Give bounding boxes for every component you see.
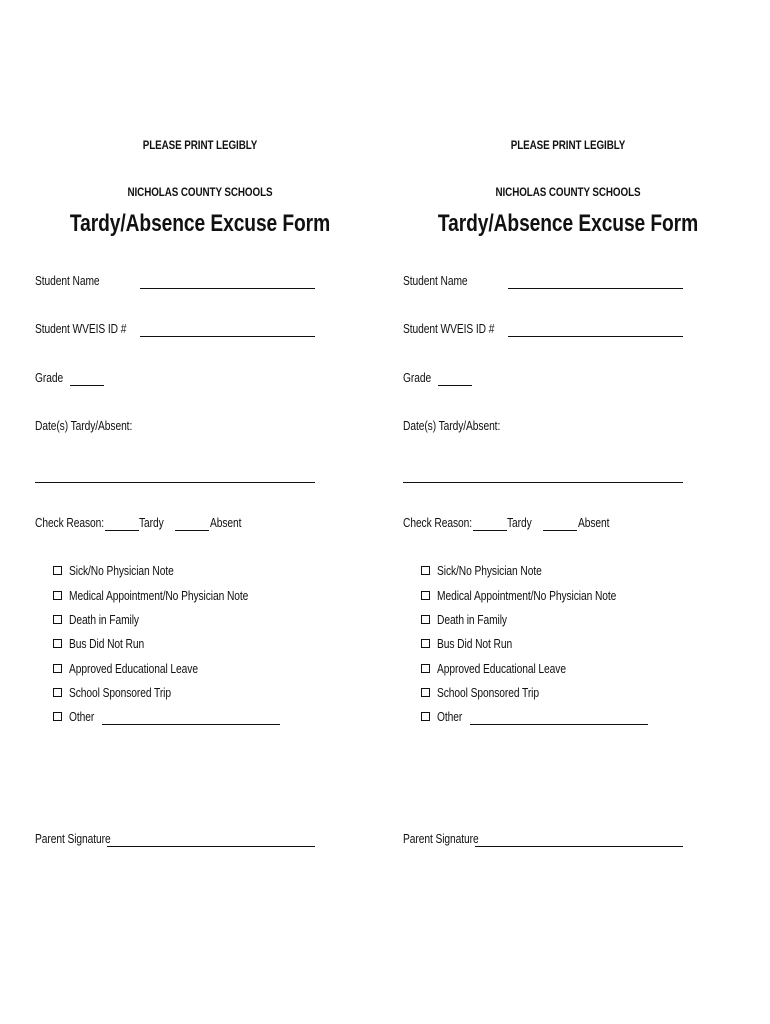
- checkbox-medical[interactable]: [421, 591, 430, 600]
- checkbox-death[interactable]: [53, 615, 62, 624]
- excuse-form-left: [35, 0, 331, 1024]
- reason-sick: Sick/No Physician Note: [437, 564, 542, 578]
- absent-blank[interactable]: [175, 530, 209, 531]
- parent-signature-field[interactable]: [475, 846, 683, 847]
- tardy-label: Tardy: [507, 516, 532, 530]
- checkbox-death[interactable]: [421, 615, 430, 624]
- tardy-blank[interactable]: [105, 530, 139, 531]
- reason-educational-leave: Approved Educational Leave: [69, 662, 198, 676]
- reason-educational-leave: Approved Educational Leave: [437, 662, 566, 676]
- checkbox-school-trip[interactable]: [53, 688, 62, 697]
- tardy-blank[interactable]: [473, 530, 507, 531]
- reason-bus: Bus Did Not Run: [69, 637, 145, 651]
- checkbox-sick[interactable]: [421, 566, 430, 575]
- grade-field[interactable]: [70, 385, 104, 386]
- grade-field[interactable]: [438, 385, 472, 386]
- checkbox-educational-leave[interactable]: [53, 664, 62, 673]
- grade-label: Grade: [35, 371, 64, 385]
- reason-medical: Medical Appointment/No Physician Note: [69, 589, 249, 603]
- parent-signature-label: Parent Signature: [403, 832, 479, 846]
- form-title: Tardy/Absence Excuse Form: [437, 210, 699, 237]
- check-reason-label: Check Reason:: [403, 516, 473, 530]
- checkbox-sick[interactable]: [53, 566, 62, 575]
- student-id-field[interactable]: [140, 336, 315, 337]
- reason-medical: Medical Appointment/No Physician Note: [437, 589, 617, 603]
- absent-label: Absent: [578, 516, 610, 530]
- student-name-field[interactable]: [140, 288, 315, 289]
- reason-other: Other: [437, 710, 463, 724]
- checkbox-bus[interactable]: [421, 639, 430, 648]
- dates-label: Date(s) Tardy/Absent:: [403, 419, 501, 433]
- student-name-label: Student Name: [403, 274, 468, 288]
- checkbox-bus[interactable]: [53, 639, 62, 648]
- student-name-label: Student Name: [35, 274, 100, 288]
- reason-bus: Bus Did Not Run: [437, 637, 513, 651]
- print-legibly-header: PLEASE PRINT LEGIBLY: [142, 138, 258, 152]
- tardy-label: Tardy: [139, 516, 164, 530]
- check-reason-label: Check Reason:: [35, 516, 105, 530]
- absent-blank[interactable]: [543, 530, 577, 531]
- parent-signature-field[interactable]: [107, 846, 315, 847]
- student-id-field[interactable]: [508, 336, 683, 337]
- reason-death: Death in Family: [437, 613, 507, 627]
- dates-field[interactable]: [35, 482, 315, 483]
- school-name: NICHOLAS COUNTY SCHOOLS: [127, 185, 273, 199]
- checkbox-school-trip[interactable]: [421, 688, 430, 697]
- other-field[interactable]: [470, 724, 648, 725]
- reason-school-trip: School Sponsored Trip: [437, 686, 539, 700]
- checkbox-other[interactable]: [421, 712, 430, 721]
- reason-other: Other: [69, 710, 95, 724]
- checkbox-other[interactable]: [53, 712, 62, 721]
- dates-label: Date(s) Tardy/Absent:: [35, 419, 133, 433]
- absent-label: Absent: [210, 516, 242, 530]
- school-name: NICHOLAS COUNTY SCHOOLS: [495, 185, 641, 199]
- checkbox-medical[interactable]: [53, 591, 62, 600]
- form-title: Tardy/Absence Excuse Form: [69, 210, 331, 237]
- excuse-form-right: [403, 0, 699, 1024]
- checkbox-educational-leave[interactable]: [421, 664, 430, 673]
- student-id-label: Student WVEIS ID #: [35, 322, 127, 336]
- dates-field[interactable]: [403, 482, 683, 483]
- reason-death: Death in Family: [69, 613, 139, 627]
- student-name-field[interactable]: [508, 288, 683, 289]
- reason-school-trip: School Sponsored Trip: [69, 686, 171, 700]
- parent-signature-label: Parent Signature: [35, 832, 111, 846]
- other-field[interactable]: [102, 724, 280, 725]
- reason-sick: Sick/No Physician Note: [69, 564, 174, 578]
- grade-label: Grade: [403, 371, 432, 385]
- student-id-label: Student WVEIS ID #: [403, 322, 495, 336]
- print-legibly-header: PLEASE PRINT LEGIBLY: [510, 138, 626, 152]
